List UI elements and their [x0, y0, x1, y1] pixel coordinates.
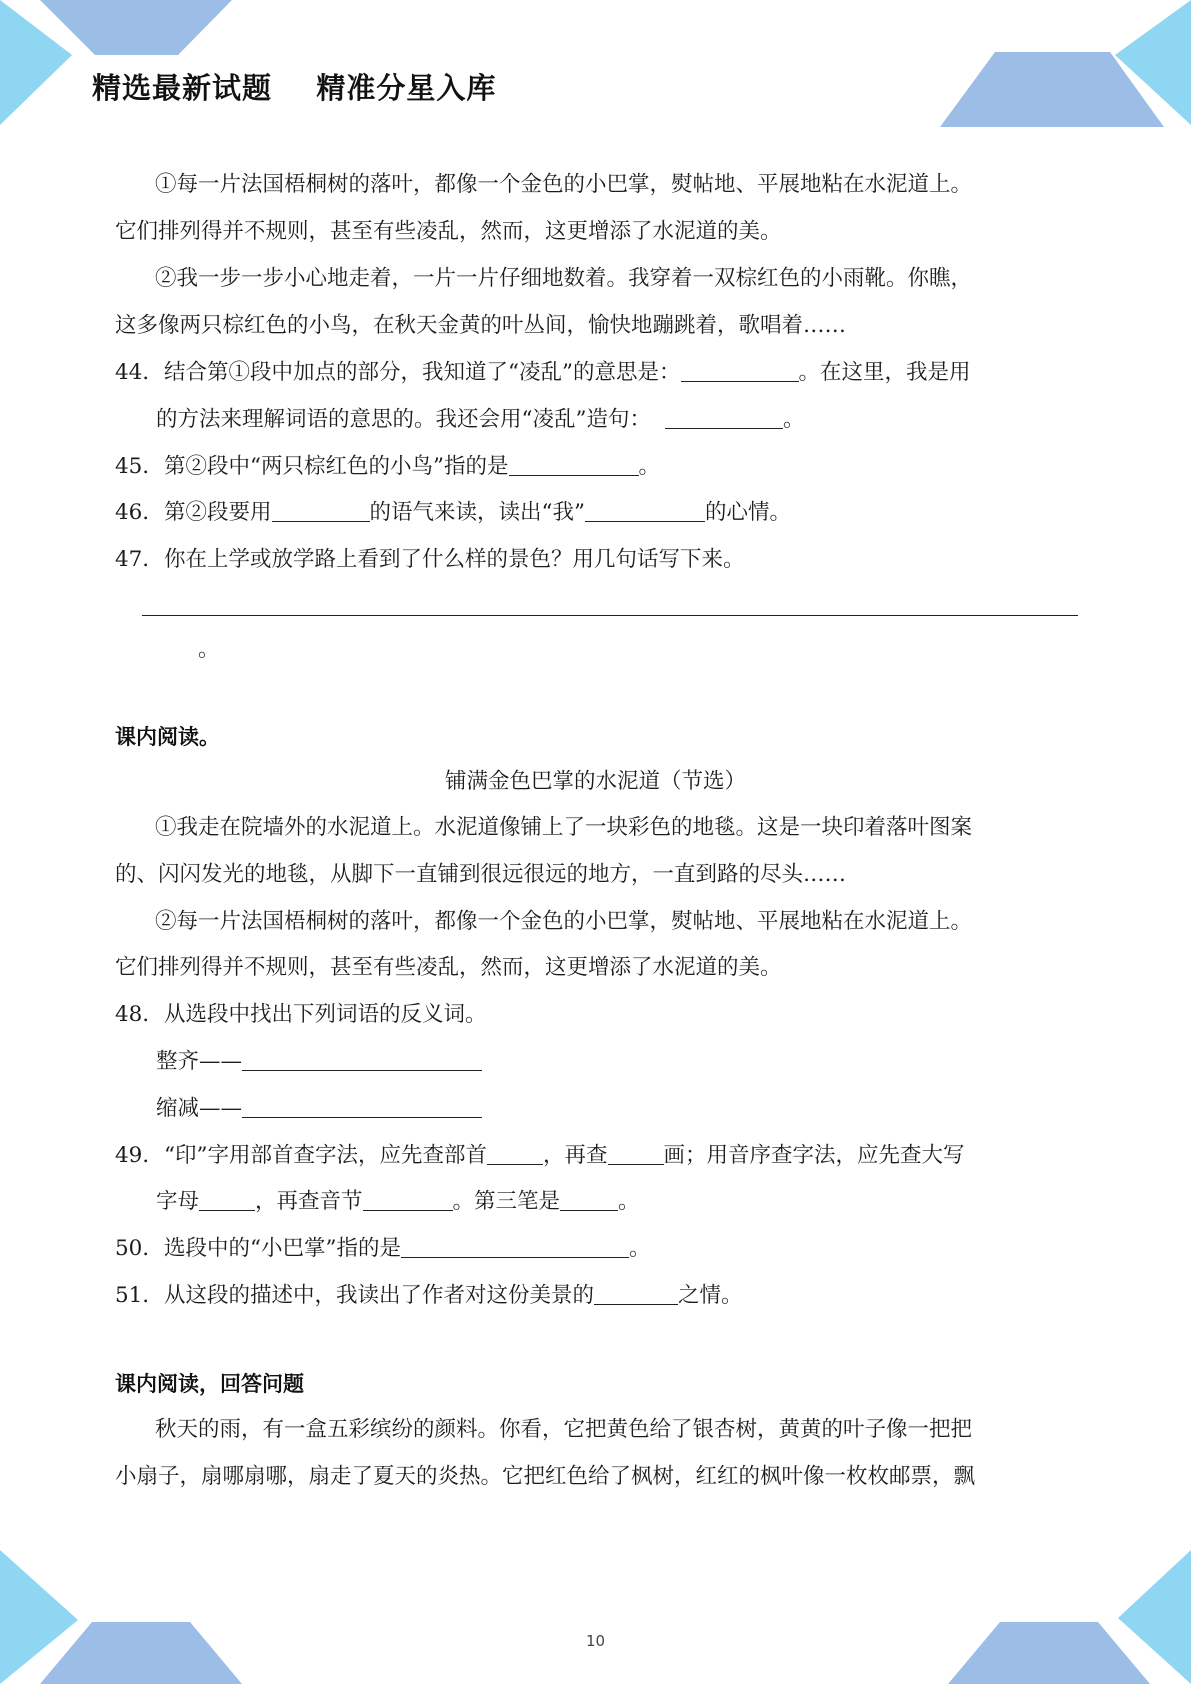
answer-blank[interactable] — [608, 1142, 664, 1165]
question-text: 第②段中“两只棕红色的小鸟”指的是 — [164, 454, 509, 479]
question-number: 44． — [115, 360, 164, 385]
section3-para1-line1: 秋天的雨，有一盒五彩缤纷的颜料。你看，它把黄色给了银杏树，黄黄的叶子像一把把 — [155, 1417, 973, 1442]
question-text: 。 — [783, 407, 805, 432]
passage-title: 铺满金色巴掌的水泥道（节选） — [444, 769, 746, 794]
answer-blank[interactable] — [665, 406, 783, 429]
answer-blank[interactable] — [487, 1142, 543, 1165]
question-number: 50． — [115, 1236, 164, 1261]
question-48 — [115, 1000, 1076, 1030]
answer-blank[interactable] — [272, 499, 370, 522]
question-number: 46． — [115, 500, 164, 525]
question-44-continued — [156, 405, 1076, 435]
question-text: 。 — [638, 454, 661, 479]
answer-blank[interactable] — [199, 1188, 255, 1211]
section2-para1-line1: ①我走在院墙外的水泥道上。水泥道像铺上了一块彩色的地毯。这是一块印着落叶图案 — [155, 815, 973, 840]
section-heading: 课内阅读，回答问题 — [115, 1372, 304, 1396]
question-text: ，再查音节 — [255, 1189, 363, 1214]
answer-blank[interactable] — [594, 1282, 678, 1305]
question-text: 第②段要用 — [164, 500, 272, 525]
antonym-word: 缩减—— — [156, 1096, 243, 1121]
question-text: 结合第①段中加点的部分，我知道了“凌乱”的意思是： — [164, 360, 681, 385]
passage1-para2-line2: 这多像两只棕红色的小鸟，在秋天金黄的叶丛间，愉快地蹦跳着，歌唱着…… — [115, 313, 847, 338]
question-50 — [115, 1234, 1076, 1264]
answer-blank[interactable] — [363, 1188, 453, 1211]
answer-blank[interactable] — [509, 453, 639, 476]
question-text: 。 — [628, 1236, 651, 1261]
question-text: 的方法来理解词语的意思的。我还会用“凌乱”造句： — [156, 407, 651, 432]
antonym-item-2 — [156, 1094, 1076, 1124]
question-number: 45． — [115, 454, 164, 479]
question-text: 。在这里，我是用 — [798, 360, 971, 385]
question-49 — [115, 1141, 1076, 1171]
question-text: 你在上学或放学路上看到了什么样的景色？用几句话写下来。 — [164, 547, 745, 572]
question-46 — [115, 498, 1076, 528]
passage1-para1-line2: 它们排列得并不规则，甚至有些凌乱，然而，这更增添了水泥道的美。 — [115, 219, 782, 244]
section2-para1-line2: 的、闪闪发光的地毯，从脚下一直铺到很远很远的地方，一直到路的尽头…… — [115, 862, 847, 887]
section3-para1-line2: 小扇子，扇哪扇哪，扇走了夏天的炎热。它把红色给了枫树，红红的枫叶像一枚枚邮票，飘 — [115, 1464, 976, 1489]
question-text: 的语气来读，读出“我” — [369, 500, 585, 525]
section-heading: 课内阅读。 — [115, 725, 220, 749]
answer-line[interactable] — [142, 615, 1078, 616]
section2-para2-line1: ②每一片法国梧桐树的落叶，都像一个金色的小巴掌，熨帖地、平展地粘在水泥道上。 — [155, 909, 973, 934]
question-text: ，再查 — [543, 1143, 608, 1168]
question-45 — [115, 452, 1076, 482]
question-text: 。 — [618, 1189, 640, 1214]
header-title: 精选最新试题 精准分星入库 — [92, 71, 497, 105]
question-text: 。第三笔是 — [452, 1189, 561, 1214]
question-number: 47． — [115, 547, 164, 572]
question-text: 画；用音序查字法，应先查大写 — [663, 1143, 965, 1168]
question-text: 从选段中找出下列词语的反义词。 — [164, 1002, 487, 1027]
page-number: 10 — [585, 1632, 606, 1650]
answer-blank[interactable] — [585, 499, 705, 522]
section2-para2-line2: 它们排列得并不规则，甚至有些凌乱，然而，这更增添了水泥道的美。 — [115, 955, 782, 980]
question-49-continued — [156, 1187, 1076, 1217]
question-number: 48． — [115, 1002, 164, 1027]
question-text: “印”字用部首查字法，应先查部首 — [164, 1143, 487, 1168]
question-text: 的心情。 — [705, 500, 792, 525]
question-44 — [115, 358, 1076, 388]
answer-blank[interactable] — [242, 1048, 482, 1071]
question-51 — [115, 1281, 1076, 1311]
passage1-para1-line1: ①每一片法国梧桐树的落叶，都像一个金色的小巴掌，熨帖地、平展地粘在水泥道上。 — [155, 172, 973, 197]
answer-blank[interactable] — [681, 359, 799, 382]
question-text: 字母 — [156, 1189, 200, 1214]
question-text: 之情。 — [678, 1283, 743, 1308]
question-47 — [115, 545, 1076, 575]
answer-blank[interactable] — [401, 1235, 629, 1258]
question-text: 从这段的描述中，我读出了作者对这份美景的 — [164, 1283, 595, 1308]
top-left-trapezoid — [40, 0, 232, 55]
antonym-item-1 — [156, 1047, 1076, 1077]
answer-blank[interactable] — [560, 1188, 618, 1211]
question-number: 51． — [115, 1283, 164, 1308]
answer-line-end-mark: 。 — [198, 637, 220, 662]
question-number: 49． — [115, 1143, 164, 1168]
question-text: 选段中的“小巴掌”指的是 — [164, 1236, 401, 1261]
antonym-word: 整齐—— — [156, 1049, 243, 1074]
answer-blank[interactable] — [242, 1095, 482, 1118]
passage1-para2-line1: ②我一步一步小心地走着，一片一片仔细地数着。我穿着一双棕红色的小雨靴。你瞧， — [155, 266, 973, 291]
